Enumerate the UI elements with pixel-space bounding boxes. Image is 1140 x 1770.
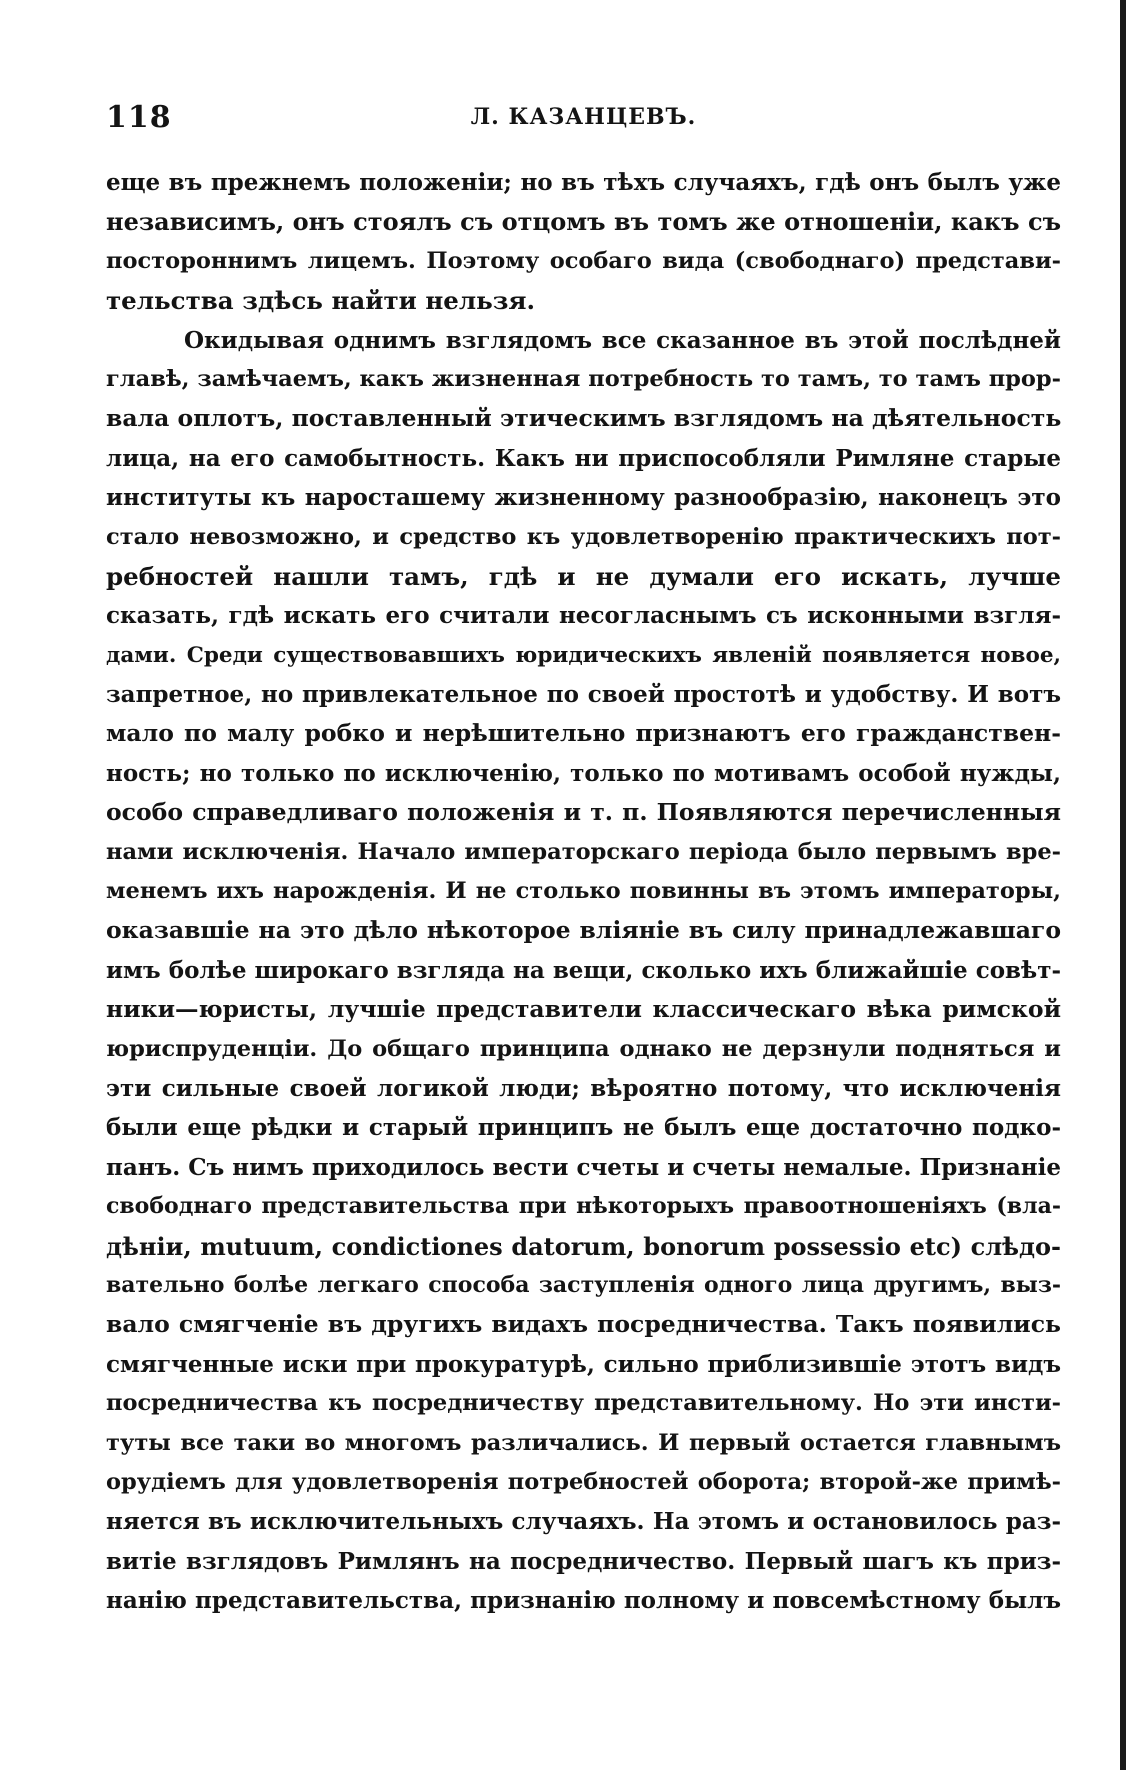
text-line: ность; но только по исключенію, только по мотивамъ особой нужды, [106, 759, 1061, 787]
text-line: оказавшіе на это дѣло нѣкоторое вліяніе въ силу принадлежавшаго [106, 916, 1061, 945]
text-line: вательно болѣе легкаго способа заступленія одного лица другимъ, выз- [106, 1271, 1061, 1298]
text-line: сказать, гдѣ искать его считали несогласнымъ съ исконными взгля- [106, 602, 1061, 630]
text-line: дѣніи, mutuum, condictiones datorum, bonorum possessio etc) слѣдо- [106, 1231, 1061, 1261]
text-line: нами исключенія. Начало императорскаго періода было первымъ вре- [106, 838, 1061, 865]
text-line: мало по малу робко и нерѣшительно признаютъ его гражданствен- [106, 719, 1061, 748]
text-line: дами. Среди существовавшихъ юридическихъ явленій появляется новое, [106, 642, 1061, 668]
text-line: смягченные иски при прокуратурѣ, сильно приблизившіе этотъ видъ [106, 1350, 1061, 1378]
text-line: посредничества къ посредничеству представительному. Но эти инсти- [106, 1390, 1061, 1417]
text-line: вало смягченіе въ другихъ видахъ посредничества. Такъ появились [106, 1310, 1061, 1339]
text-line: эти сильные своей логикой люди; вѣроятно потому, что исключенія [106, 1074, 1061, 1102]
text-line: вала оплотъ, поставленный этическимъ взглядомъ на дѣятельность [106, 404, 1062, 433]
text-line: институты къ наросташему жизненному разнообразію, наконецъ это [106, 484, 1061, 512]
text-line: ребностей нашли тамъ, гдѣ и не думали его искать, лучше [106, 561, 1061, 591]
text-line: тельства здѣсь найти нельзя. [106, 286, 536, 316]
text-line: свободнаго представительства при нѣкоторыхъ правоотношеніяхъ (вла- [106, 1193, 1061, 1220]
text-line: ники—юристы, лучшіе представители классическаго вѣка римской [106, 995, 1061, 1024]
text-line: имъ болѣе широкаго взгляда на вещи, сколько ихъ ближайшіе совѣт- [106, 956, 1061, 984]
text-line: независимъ, онъ стоялъ съ отцомъ въ томъ же отношеніи, какъ съ [106, 207, 1061, 237]
text-line: стало невозможно, и средство къ удовлетворенію практическихъ пот- [106, 523, 1061, 550]
text-line: были еще рѣдки и старый принципъ не былъ еще достаточно подко- [106, 1114, 1061, 1142]
running-title: Л. КАЗАНЦЕВЪ. [470, 104, 697, 130]
text-line: еще въ прежнемъ положеніи; но въ тѣхъ случаяхъ, гдѣ онъ былъ уже [106, 169, 1061, 196]
text-line: запретное, но привлекательное по своей простотѣ и удобству. И вотъ [106, 681, 1061, 709]
text-line: витіе взглядовъ Римлянъ на посредничество. Первый шагъ къ приз- [106, 1547, 1061, 1575]
page-header [106, 100, 1061, 140]
page-number: 118 [106, 100, 172, 135]
text-line: панъ. Съ нимъ приходилось вести счеты и счеты немалые. Признаніе [106, 1153, 1061, 1181]
text-line: орудіемъ для удовлетворенія потребностей оборота; второй-же примѣ- [106, 1468, 1061, 1495]
text-line: туты все таки во многомъ различались. И первый остается главнымъ [106, 1429, 1061, 1456]
body-text [106, 163, 1061, 1620]
text-line: особо справедливаго положенія и т. п. Появляются перечисленныя [106, 798, 1061, 827]
text-line: няется въ исключительныхъ случаяхъ. На этомъ и остановилось раз- [106, 1508, 1061, 1536]
text-line: лица, на его самобытность. Какъ ни приспособляли Римляне старые [106, 444, 1061, 472]
text-line: главѣ, замѣчаемъ, какъ жизненная потребность то тамъ, то тамъ прор- [106, 365, 1061, 392]
text-line: менемъ ихъ нарожденія. И не столько повинны въ этомъ императоры, [106, 878, 1061, 905]
text-line: нанію представительства, признанію полному и повсемѣстному былъ [106, 1587, 1061, 1615]
text-line: постороннимъ лицемъ. Поэтому особаго вида (свободнаго) представи- [106, 247, 1061, 274]
page-edge-line [1120, 0, 1126, 1770]
text-line: юриспруденціи. До общаго принципа однако не дерзнули подняться и [106, 1035, 1061, 1062]
text-line: Окидывая однимъ взглядомъ все сказанное въ этой послѣдней [184, 326, 1061, 354]
